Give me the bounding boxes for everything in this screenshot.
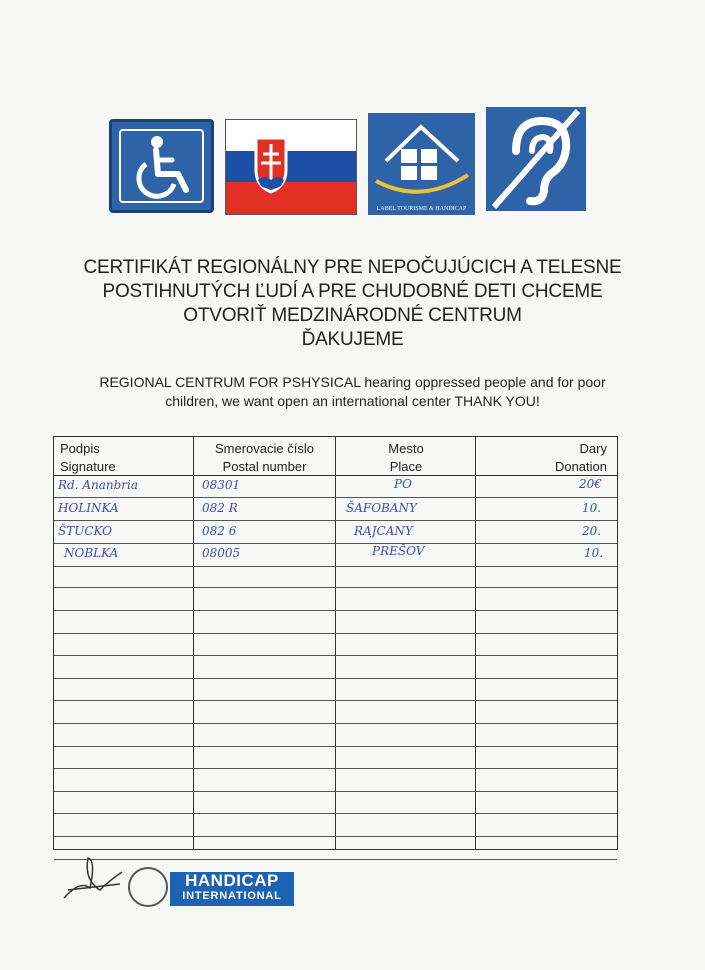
title-line: POSTIHNUTÝCH ĽUDÍ A PRE CHUDOBNÉ DETI CHCEME — [102, 281, 603, 302]
header-signature — [60, 437, 190, 475]
english-subtitle — [0, 373, 705, 411]
footer — [60, 850, 310, 910]
entry-place: PREŠOV — [372, 544, 425, 558]
header-donation-sk: Dary — [579, 441, 607, 456]
header-place — [336, 437, 476, 475]
entry-postal: 08301 — [202, 478, 241, 492]
header-postal-en: Postal number — [222, 459, 307, 474]
logo-line1: HANDICAP — [185, 871, 279, 890]
entry-donation: 20. — [582, 524, 602, 538]
handicap-international-logo — [170, 872, 294, 906]
title-line: CERTIFIKÁT REGIONÁLNY PRE NEPOČUJÚCICH A TELESNE — [83, 257, 622, 278]
entry-signature: HOLINKA — [58, 501, 119, 515]
header-donation-en: Donation — [554, 459, 607, 474]
header-place-en: Place — [389, 459, 423, 474]
entry-place: RAJCANY — [354, 524, 413, 538]
table-row — [54, 791, 617, 814]
table-row — [54, 701, 617, 724]
table-row — [54, 633, 617, 656]
entry-signature: Rd. Ananbria — [58, 478, 139, 492]
stamp-icon — [128, 867, 168, 907]
entry-signature: NOBLKA — [64, 546, 119, 560]
header-signature-en: Signature — [60, 459, 116, 474]
table-row — [54, 724, 617, 747]
subtitle-line: children, we want open an international center THANK YOU! — [165, 393, 540, 409]
subtitle-line: REGIONAL CENTRUM FOR PSHYSICAL hearing oppressed people and for poor — [99, 374, 606, 390]
wheelchair-icon — [112, 122, 211, 210]
header-signature-sk: Podpis — [60, 441, 100, 456]
header-postal-sk: Smerovacie číslo — [215, 441, 314, 456]
label-tourism-text: LABEL TOURISME & HANDICAP — [376, 206, 467, 212]
header-donation — [477, 437, 607, 475]
entry-postal: 082 6 — [202, 524, 237, 538]
logo-strip — [109, 107, 589, 215]
table-row — [54, 814, 617, 837]
table-row — [54, 611, 617, 634]
certificate-title — [0, 256, 705, 352]
entry-postal: 082 R — [202, 501, 238, 515]
slovak-flag — [225, 119, 357, 215]
coat-of-arms-icon — [226, 120, 356, 214]
tourism-handicap-logo — [368, 113, 475, 215]
hearing-logo — [486, 107, 586, 211]
donation-table — [53, 436, 618, 850]
table-row — [54, 544, 617, 567]
ear-icon — [486, 107, 586, 211]
header-postal — [194, 437, 335, 475]
wheelchair-logo — [109, 119, 214, 213]
entry-signature: ŠTUCKO — [58, 524, 112, 538]
table-row — [54, 588, 617, 611]
table-row — [54, 769, 617, 792]
entry-postal: 08005 — [202, 546, 241, 560]
table-row — [54, 656, 617, 679]
logo-line2: INTERNATIONAL — [182, 890, 282, 902]
title-line: ĎAKUJEME — [301, 329, 404, 350]
entry-donation: 10. — [584, 546, 604, 560]
table-row — [54, 475, 617, 498]
house-accessibility-icon — [368, 113, 475, 215]
title-line: OTVORIŤ MEDZINÁRODNÉ CENTRUM — [183, 305, 522, 326]
header-place-sk: Mesto — [388, 441, 424, 456]
signature-scribble-icon — [60, 850, 126, 910]
entry-place: ŠAFOBANY — [346, 501, 417, 515]
entry-donation: 20€ — [579, 477, 602, 491]
entry-donation: 10. — [582, 501, 602, 515]
table-row — [54, 521, 617, 544]
table-row — [54, 678, 617, 701]
table-row — [54, 565, 617, 588]
entry-place: PO — [394, 477, 412, 491]
table-row — [54, 498, 617, 521]
table-row — [54, 746, 617, 769]
